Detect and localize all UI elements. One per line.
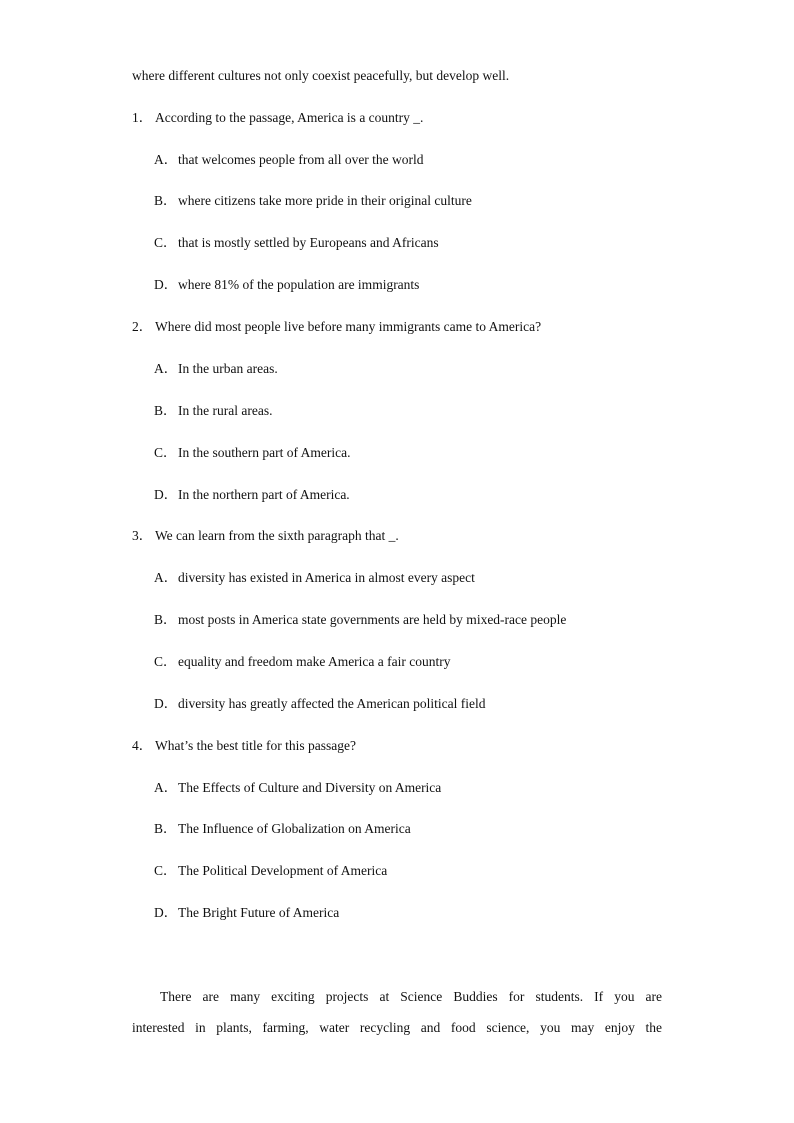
question-1 [132, 110, 423, 126]
option-letter: B． [154, 821, 177, 836]
option-text: most posts in America state governments are held by mixed-race people [178, 612, 567, 627]
question-text: What’s the best title for this passage? [155, 738, 356, 753]
option-text: In the northern part of America. [178, 487, 350, 502]
option-letter: A． [154, 570, 178, 585]
option-letter: A． [154, 152, 178, 167]
option-letter: C． [154, 235, 177, 250]
option-2b [154, 403, 272, 419]
question-text: Where did most people live before many immigrants came to America? [155, 319, 542, 334]
option-text: where citizens take more pride in their original culture [178, 193, 472, 208]
option-letter: D． [154, 487, 178, 502]
option-text: diversity has greatly affected the American political field [178, 696, 486, 711]
option-4b [154, 821, 411, 837]
option-1c [154, 235, 439, 251]
question-2 [132, 319, 541, 335]
option-letter: A． [154, 780, 178, 795]
option-3c [154, 654, 451, 670]
option-text: that welcomes people from all over the world [178, 152, 424, 167]
option-letter: D． [154, 905, 178, 920]
option-2d [154, 487, 350, 503]
question-4 [132, 738, 356, 754]
option-letter: D． [154, 696, 178, 711]
option-3b [154, 612, 566, 628]
option-text: The Political Development of America [178, 863, 388, 878]
option-text: where 81% of the population are immigrants [178, 277, 420, 292]
intro-line: where different cultures not only coexist peacefully, but develop well. [132, 68, 510, 83]
question-number: 2． [132, 319, 153, 334]
question-text: According to the passage, America is a country _. [155, 110, 424, 125]
option-text: In the southern part of America. [178, 445, 351, 460]
question-text: We can learn from the sixth paragraph that _. [155, 528, 399, 543]
option-1b [154, 193, 472, 209]
passage-line-2: interested in plants, farming, water recycling and food science, you may enjoy the [132, 1020, 662, 1035]
option-1a [154, 152, 424, 168]
option-1d [154, 277, 419, 293]
option-letter: B． [154, 403, 177, 418]
option-letter: C． [154, 654, 177, 669]
option-letter: D． [154, 277, 178, 292]
question-number: 3． [132, 528, 153, 543]
option-4c [154, 863, 387, 879]
option-text: equality and freedom make America a fair country [178, 654, 451, 669]
option-text: In the urban areas. [178, 361, 278, 376]
option-text: that is mostly settled by Europeans and Africans [178, 235, 439, 250]
option-4a [154, 780, 441, 796]
option-letter: A． [154, 361, 178, 376]
option-text: The Bright Future of America [178, 905, 340, 920]
option-text: The Influence of Globalization on America [178, 821, 411, 836]
option-3a [154, 570, 475, 586]
option-text: In the rural areas. [178, 403, 273, 418]
option-3d [154, 696, 486, 712]
option-letter: C． [154, 445, 177, 460]
option-text: diversity has existed in America in almost every aspect [178, 570, 475, 585]
question-number: 4． [132, 738, 153, 753]
option-letter: B． [154, 193, 177, 208]
option-2a [154, 361, 278, 377]
option-4d [154, 905, 339, 921]
option-letter: B． [154, 612, 177, 627]
passage-line-1: There are many exciting projects at Science Buddies for students. If you are [160, 989, 662, 1004]
question-3 [132, 528, 399, 544]
option-text: The Effects of Culture and Diversity on America [178, 780, 442, 795]
option-2c [154, 445, 350, 461]
option-letter: C． [154, 863, 177, 878]
question-number: 1． [132, 110, 153, 125]
